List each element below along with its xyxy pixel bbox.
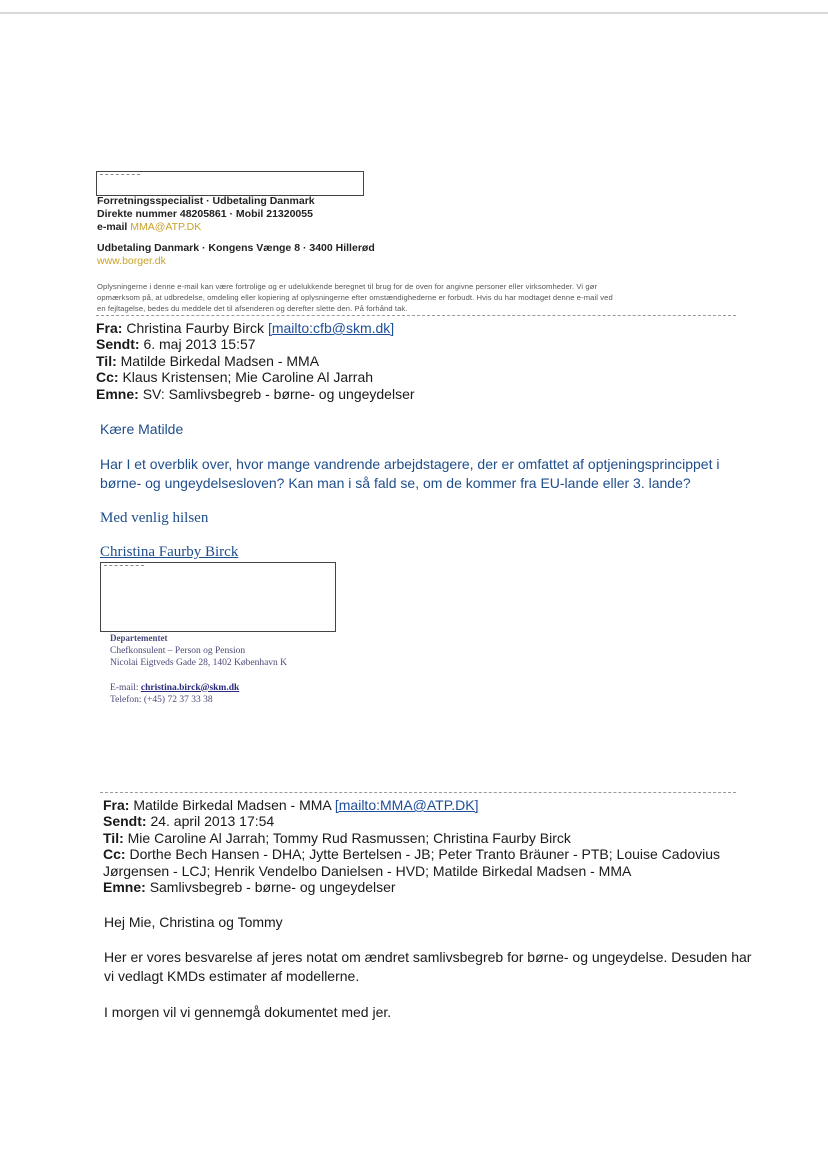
sent-date: 24. april 2013 17:54 [150,813,275,830]
cc-label: Cc: [96,369,119,386]
to-label: Til: [103,829,124,846]
cc-line [96,369,415,385]
subject-label: Emne: [96,385,139,402]
message2-greeting: Hej Mie, Christina og Tommy [104,914,283,930]
redacted-name-box [96,171,364,196]
sent-label: Sendt: [96,336,140,353]
to-line [96,353,415,369]
subject-text: Samlivsbegreb - børne- og ungeydelser [149,879,396,896]
disclaimer-line: Oplysningerne i denne e-mail kan være fortrolige og er udelukkende beregnet til brug for de oven for angivne personer eller virksomheder. Vi gør [97,282,598,291]
message2-header [103,797,720,895]
cc-line [103,846,720,862]
header-separator [96,315,736,316]
disclaimer-line: en fejltagelse, bedes du meddele det til afsenderen og derefter slette den. På forhånd tak. [97,304,408,313]
from-mailto-link[interactable]: [mailto:cfb@skm.dk] [267,320,395,336]
subject-line [96,386,415,402]
sent-line [96,336,415,352]
website-link[interactable]: www.borger.dk [97,255,166,267]
to-recipients: Matilde Birkedal Madsen - MMA [120,352,320,369]
redacted-signature-box [100,562,336,632]
from-name: Matilde Birkedal Madsen - MMA [133,797,335,813]
message-separator [100,792,736,793]
message1-body [100,455,800,493]
subject-label: Emne: [103,879,146,896]
body-line: Her er vores besvarelse af jeres notat om ændret samlivsbegreb for børne- og ungeydelse. Desuden har [104,949,752,965]
body-line: børne- og ungeydelsesloven? Kan man i så fald se, om de kommer fra EU-lande eller 3. lande? [100,475,691,491]
signature-email-line [97,221,375,234]
cc-recipients: Klaus Kristensen; Mie Caroline Al Jarrah [122,369,374,386]
cc-line-continued: Jørgensen - LCJ; Henrik Vendelbo Danielsen - HVD; Matilde Birkedal Madsen - MMA [103,862,632,879]
to-line [103,830,720,846]
sent-label: Sendt: [103,813,147,830]
scan-top-edge [0,12,828,14]
message1-greeting: Kære Matilde [100,421,184,437]
to-recipients: Mie Caroline Al Jarrah; Tommy Rud Rasmussen; Christina Faurby Birck [127,829,571,846]
sent-line [103,813,720,829]
sent-date: 6. maj 2013 15:57 [143,336,256,353]
department-signature [110,632,287,707]
body-line: Har I et overblik over, hvor mange vandrende arbejdstagere, der er omfattet af optjeningsprincippet i [100,456,720,472]
cc-recipients: Dorthe Bech Hansen - DHA; Jytte Bertelsen - JB; Peter Tranto Bräuner - PTB; Louise Cadovius [129,846,721,863]
disclaimer-line: opmærksom på, at udbredelse, omdeling eller kopiering af oplysningerne efter omstændighederne er forbudt. Hvis du har modtaget denne e-mail ved [97,293,613,302]
email-label: E-mail: [110,682,141,693]
body-line: vi vedlagt KMDs estimater af modellerne. [104,968,360,984]
department-email-link[interactable]: christina.birck@skm.dk [140,682,240,693]
signature-phone-line: Direkte nummer 48205861 · Mobil 21320055 [97,208,313,220]
message2-body-closing: I morgen vil vi gennemgå dokumentet med jer. [104,1004,392,1020]
department-address: Nicolai Eigtveds Gade 28, 1402 København K [110,658,288,668]
message2-body [104,948,784,986]
subject-text: SV: Samlivsbegreb - børne- og ungeydelser [142,385,415,402]
from-name: Christina Faurby Birck [126,320,268,336]
from-label: Fra: [103,797,130,813]
top-signature [97,195,375,268]
department-title: Chefkonsulent – Person og Pension [110,645,246,656]
email-label: e-mail [97,221,131,233]
department-email-line [110,682,287,695]
subject-line [103,879,720,895]
confidentiality-disclaimer [97,281,737,314]
cc-label: Cc: [103,846,126,863]
signature-email-link[interactable]: MMA@ATP.DK [130,221,202,233]
department-name: Departementet [110,633,168,643]
from-mailto-link[interactable]: [mailto:MMA@ATP.DK] [334,797,479,813]
closing-text: Med venlig hilsen [100,510,209,526]
department-phone: Telefon: (+45) 72 37 33 38 [110,695,213,705]
from-label: Fra: [96,320,123,336]
signature-name: Christina Faurby Birck [100,544,239,560]
signature-title-line: Forretningsspecialist · Udbetaling Danmark [97,195,315,207]
signature-address-line: Udbetaling Danmark · Kongens Vænge 8 · 3400 Hillerød [97,242,375,254]
message1-header [96,320,415,402]
to-label: Til: [96,352,117,369]
from-line [96,320,415,336]
from-line [103,797,720,813]
